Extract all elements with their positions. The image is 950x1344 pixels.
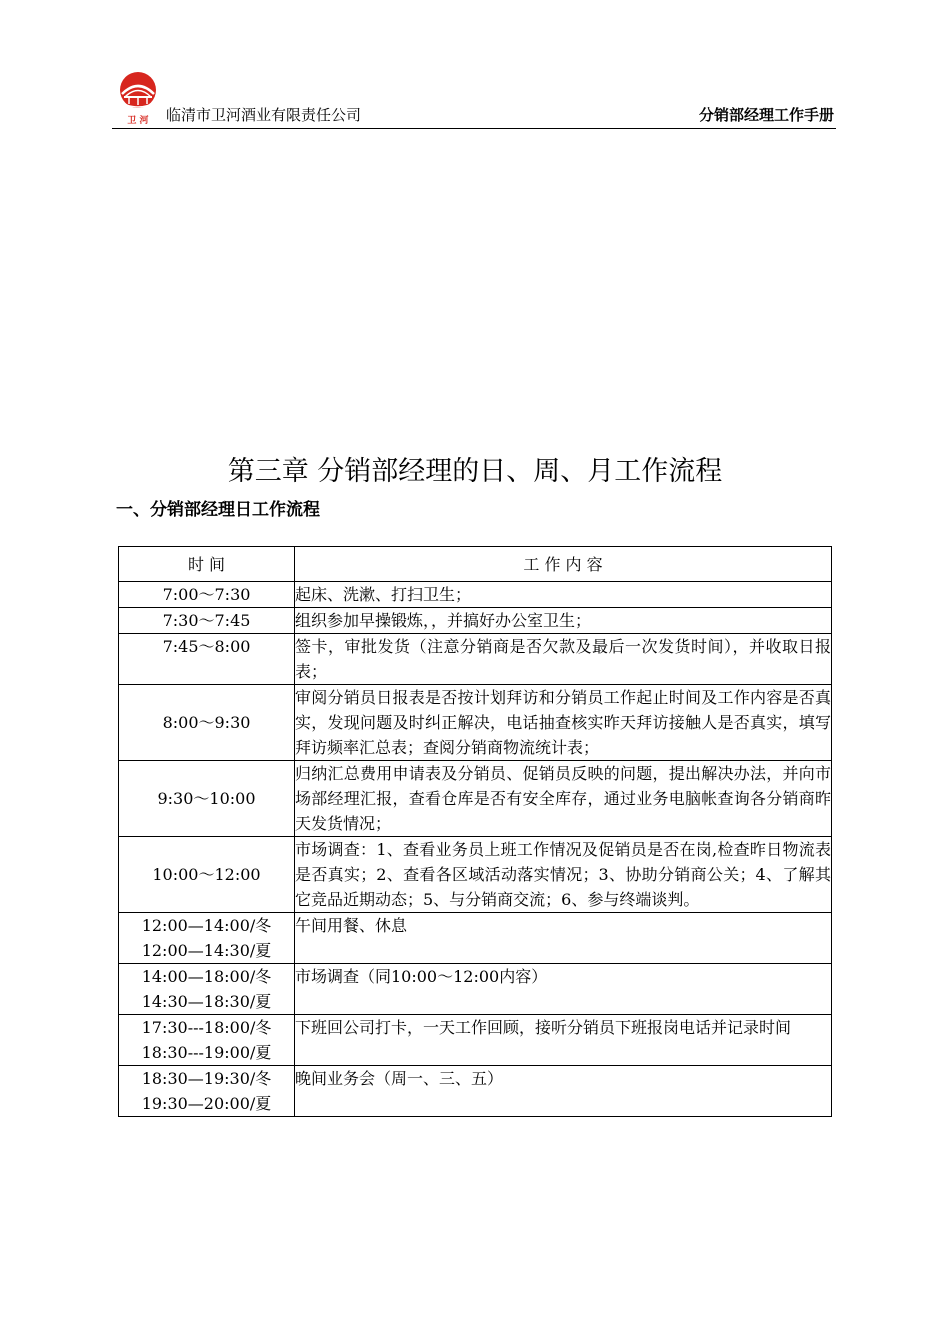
daily-workflow-table [118, 546, 832, 1117]
section-title: 一、分销部经理日工作流程 [116, 500, 320, 520]
company-name: 临清市卫河酒业有限责任公司 [166, 106, 362, 124]
content-cell: 市场调查：1、查看业务员上班工作情况及促销员是否在岗,检查昨日物流表是否真实；2、查看各区域活动落实情况；3、协助分销商公关；4、了解其它竞品近期动态；5、与分销商交流；6、参与终端谈判。 [295, 837, 832, 913]
content-cell: 起床、洗漱、打扫卫生； [295, 582, 832, 608]
table-header-row [119, 547, 832, 582]
time-cell: 9:30～10:00 [119, 761, 295, 837]
time-cell: 7:45～8:00 [119, 634, 295, 685]
company-logo-icon [114, 70, 162, 126]
content-cell: 组织参加早操锻炼，，并搞好办公室卫生； [295, 608, 832, 634]
content-cell: 归纳汇总费用申请表及分销员、促销员反映的问题，提出解决办法，并向市场部经理汇报，查看仓库是否有安全库存，通过业务电脑帐查询各分销商昨天发货情况； [295, 761, 832, 837]
time-cell: 8:00～9:30 [119, 685, 295, 761]
time-cell: 10:00～12:00 [119, 837, 295, 913]
content-cell: 签卡，审批发货（注意分销商是否欠款及最后一次发货时间），并收取日报表； [295, 634, 832, 685]
time-column-header: 时 间 [119, 547, 295, 582]
content-cell: 下班回公司打卡，一天工作回顾，接听分销员下班报岗电话并记录时间 [295, 1015, 832, 1066]
table-row [119, 913, 832, 964]
content-column-header: 工 作 内 容 [295, 547, 832, 582]
content-cell: 市场调查（同10:00～12:00内容） [295, 964, 832, 1015]
content-cell: 审阅分销员日报表是否按计划拜访和分销员工作起止时间及工作内容是否真实，发现问题及时纠正解决，电话抽查核实昨天拜访接触人是否真实，填写拜访频率汇总表；查阅分销商物流统计表； [295, 685, 832, 761]
table-row [119, 634, 832, 685]
content-cell: 晚间业务会（周一、三、五） [295, 1066, 832, 1117]
time-cell: 17:30---18:00/冬 18:30---19:00/夏 [119, 1015, 295, 1066]
page-header [112, 68, 836, 129]
manual-title: 分销部经理工作手册 [698, 106, 834, 124]
content-cell: 午间用餐、休息 [295, 913, 832, 964]
time-cell: 14:00—18:00/冬 14:30—18:30/夏 [119, 964, 295, 1015]
time-cell: 18:30—19:30/冬 19:30—20:00/夏 [119, 1066, 295, 1117]
table-row [119, 837, 832, 913]
table-row [119, 685, 832, 761]
table-row [119, 1066, 832, 1117]
table-row [119, 761, 832, 837]
table-row [119, 582, 832, 608]
time-cell: 7:30～7:45 [119, 608, 295, 634]
time-cell: 7:00～7:30 [119, 582, 295, 608]
table-row [119, 964, 832, 1015]
time-cell: 12:00—14:00/冬 12:00—14:30/夏 [119, 913, 295, 964]
chapter-title: 第三章 分销部经理的日、周、月工作流程 [227, 456, 723, 487]
table-row [119, 608, 832, 634]
table-row [119, 1015, 832, 1066]
logo-text: 卫 河 [127, 116, 149, 126]
